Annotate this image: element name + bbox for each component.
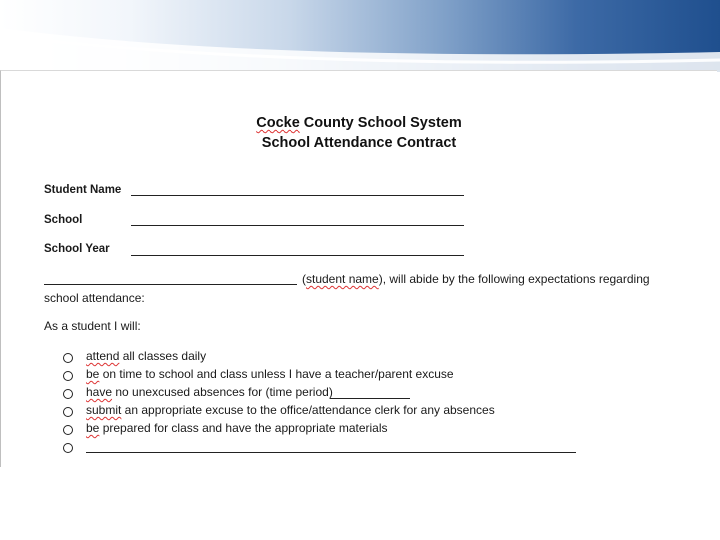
bullet-icon — [63, 407, 73, 417]
bullet-icon — [63, 425, 73, 435]
item-first-word: be — [86, 367, 100, 381]
document-title-line1 — [1, 115, 717, 131]
item-text: all classes daily — [119, 349, 207, 363]
item-text: an appropriate excuse to the office/attendance clerk for any absences — [121, 403, 495, 417]
item-text: on time to school and class unless I have a teacher/parent excuse — [99, 367, 454, 381]
item-first-word: attend — [86, 349, 120, 363]
list-item — [86, 421, 388, 435]
item-first-word: have — [86, 385, 113, 399]
list-item — [86, 349, 206, 363]
abide-student-name: student name — [306, 272, 379, 286]
header-banner — [0, 0, 720, 72]
title-rest: County School System — [299, 115, 462, 131]
abide-rest: ), will abide by the following expectations regarding — [378, 272, 650, 286]
bullet-icon — [63, 353, 73, 363]
banner-swoosh — [0, 0, 720, 72]
additional-expectation-blank[interactable] — [86, 452, 576, 453]
list-item — [86, 385, 333, 399]
abide-statement — [302, 272, 650, 286]
student-name-pledge-blank[interactable] — [44, 284, 297, 285]
bullet-icon — [63, 389, 73, 399]
list-item — [86, 403, 495, 417]
student-name-blank[interactable] — [131, 195, 464, 196]
item-first-word: be — [86, 421, 100, 435]
title-word-cocke: Cocke — [256, 115, 300, 131]
item-text: no unexcused absences for (time period) — [112, 385, 333, 399]
bullet-icon — [63, 371, 73, 381]
contract-document — [0, 70, 717, 467]
school-label: School — [44, 214, 83, 226]
time-period-blank[interactable] — [330, 398, 410, 399]
school-year-label: School Year — [44, 243, 110, 255]
abide-statement-line2: school attendance: — [44, 291, 145, 305]
school-year-blank[interactable] — [131, 255, 464, 256]
bullet-icon — [63, 443, 73, 453]
item-first-word: submit — [86, 403, 122, 417]
abide-open-paren: ( — [302, 272, 306, 286]
list-item — [86, 367, 454, 381]
document-title-line2: School Attendance Contract — [261, 135, 457, 151]
school-blank[interactable] — [131, 225, 464, 226]
item-text: prepared for class and have the appropriate materials — [99, 421, 388, 435]
as-student-heading: As a student I will: — [44, 319, 141, 333]
student-name-label: Student Name — [44, 184, 122, 196]
